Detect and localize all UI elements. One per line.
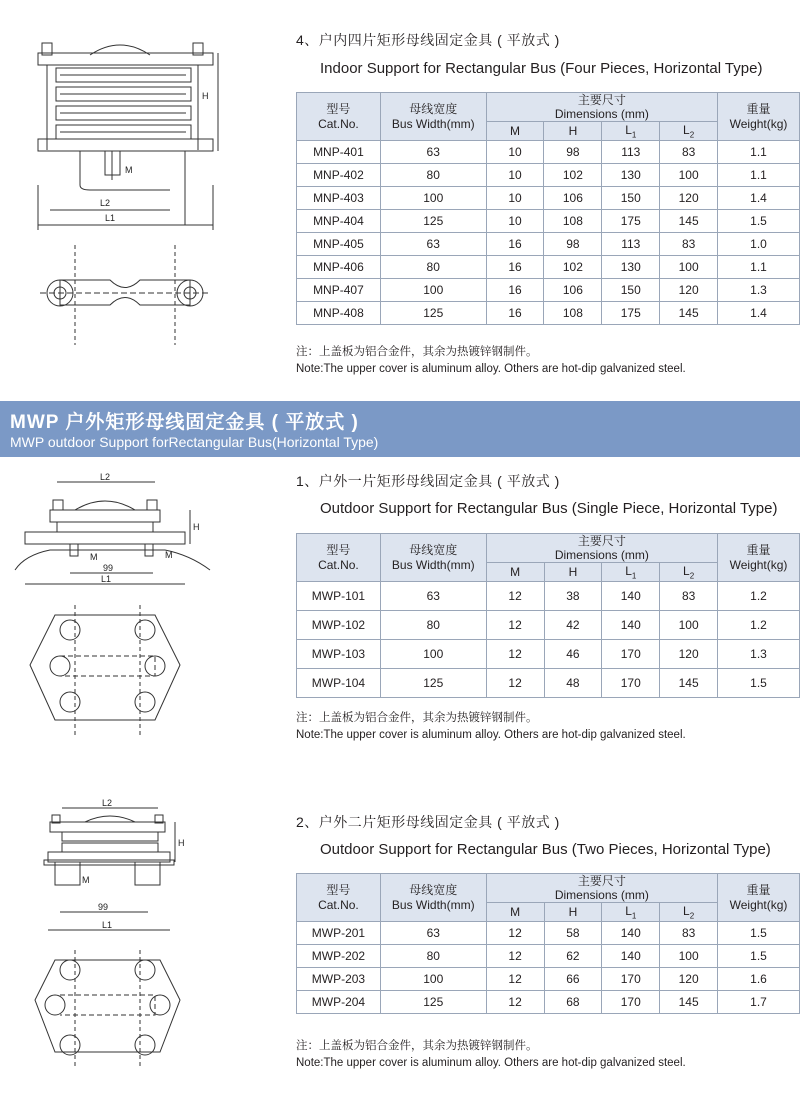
table-cell: 80 — [380, 256, 486, 279]
header-dim-en: Dimensions (mm) — [554, 107, 649, 121]
table-cell: 98 — [544, 233, 602, 256]
band-title-en: MWP outdoor Support forRectangular Bus(Horizontal Type) — [10, 434, 379, 450]
table-cell: 66 — [544, 968, 602, 991]
table-cell: MWP-104 — [297, 669, 381, 698]
table-cell: 125 — [380, 991, 486, 1014]
section1-title-en: Indoor Support for Rectangular Bus (Four Pieces, Horizontal Type) — [320, 60, 763, 77]
table-row — [297, 968, 800, 991]
table-cell: 12 — [486, 582, 544, 611]
table-cell: 80 — [380, 611, 486, 640]
header-dimensions — [486, 534, 717, 563]
table-cell: 170 — [602, 640, 660, 669]
table-cell: 38 — [544, 582, 602, 611]
table-cell: 100 — [380, 968, 486, 991]
band-title-cn: MWP 户外矩形母线固定金具 ( 平放式 ) — [10, 412, 359, 433]
section2-note-cn: 注：上盖板为铝合金件，其余为热镀锌钢制件。 — [296, 712, 538, 724]
section1-rows — [297, 141, 800, 325]
header-h: H — [544, 122, 602, 141]
table-cell: 145 — [660, 210, 718, 233]
table-row — [297, 640, 800, 669]
section3-note-en: Note:The upper cover is aluminum alloy. Others are hot-dip galvanized steel. — [296, 1057, 686, 1069]
table-cell: 102 — [544, 164, 602, 187]
table-cell: 1.5 — [718, 210, 800, 233]
table-cell: 1.0 — [718, 233, 800, 256]
table-cell: 108 — [544, 302, 602, 325]
dim-l2-1: L2 — [100, 198, 111, 208]
table-cell: 100 — [380, 187, 486, 210]
table-cell: 63 — [380, 233, 486, 256]
section1-drawing — [20, 35, 250, 355]
table-cell: 1.7 — [718, 991, 800, 1014]
header-m: M — [486, 563, 544, 582]
table-cell: 62 — [544, 945, 602, 968]
section1-title-cn: 4、户内四片矩形母线固定金具 ( 平放式 ) — [296, 32, 560, 48]
section3-note-cn: 注：上盖板为铝合金件，其余为热镀锌钢制件。 — [296, 1040, 538, 1052]
table-cell: 130 — [602, 256, 660, 279]
table-cell: 102 — [544, 256, 602, 279]
table-row — [297, 669, 800, 698]
header-weight-en: Weight(kg) — [729, 116, 788, 131]
header-bus-en: Bus Width(mm) — [391, 557, 475, 572]
bus-bar-single — [57, 522, 153, 532]
table-row — [297, 164, 800, 187]
dim-99-2: 99 — [103, 563, 114, 573]
table-cell: 145 — [660, 302, 718, 325]
section3-note — [296, 1038, 686, 1072]
section3-title-en: Outdoor Support for Rectangular Bus (Two Pieces, Horizontal Type) — [320, 841, 771, 858]
table-cell: 42 — [544, 611, 602, 640]
table-row — [297, 302, 800, 325]
table-cell: 1.1 — [718, 164, 800, 187]
table-cell: MWP-203 — [297, 968, 381, 991]
table-cell: 63 — [380, 141, 486, 164]
table-cell: 83 — [660, 582, 718, 611]
header-bus-cn: 母线宽度 — [409, 542, 458, 557]
header-model — [297, 534, 381, 582]
section2-title-en: Outdoor Support for Rectangular Bus (Single Piece, Horizontal Type) — [320, 500, 778, 517]
dim-l1-3: L1 — [102, 920, 113, 930]
header-dimensions — [486, 93, 717, 122]
table-row — [297, 187, 800, 210]
table-cell: MNP-406 — [297, 256, 381, 279]
section3-rows — [297, 922, 800, 1014]
header-l2: $L_2$ — [660, 122, 718, 141]
header-dimensions — [486, 874, 717, 903]
section2-note — [296, 710, 686, 744]
table-cell: 83 — [660, 922, 718, 945]
table-cell: MWP-201 — [297, 922, 381, 945]
table-cell: 125 — [380, 210, 486, 233]
table-row — [297, 991, 800, 1014]
table-cell: 12 — [486, 640, 544, 669]
header-weight — [718, 534, 800, 582]
header-weight-cn: 重量 — [746, 101, 771, 116]
table-cell: 1.5 — [718, 669, 800, 698]
section2-drawing — [5, 470, 235, 740]
section1-table — [296, 92, 800, 325]
header-weight-en: Weight(kg) — [729, 557, 788, 572]
table-cell: 12 — [486, 669, 544, 698]
table-cell: 100 — [660, 611, 718, 640]
table-row — [297, 279, 800, 302]
table-cell: 1.3 — [718, 640, 800, 669]
section-band — [0, 401, 800, 457]
table-cell: 80 — [380, 945, 486, 968]
table-cell: 1.3 — [718, 279, 800, 302]
table-cell: 12 — [486, 991, 544, 1014]
table-row — [297, 611, 800, 640]
table-cell: MWP-202 — [297, 945, 381, 968]
base-plate-outdoor-2 — [35, 960, 180, 1052]
dim-m-2b: M — [165, 550, 173, 560]
table-cell: 120 — [660, 187, 718, 210]
table-cell: 80 — [380, 164, 486, 187]
dim-h-1: H — [202, 91, 209, 101]
table-cell: 48 — [544, 669, 602, 698]
table-cell: 1.4 — [718, 187, 800, 210]
table-cell: MNP-405 — [297, 233, 381, 256]
table-cell: 1.4 — [718, 302, 800, 325]
table-cell: MWP-103 — [297, 640, 381, 669]
table-cell: 140 — [602, 582, 660, 611]
table-cell: 106 — [544, 279, 602, 302]
table-row — [297, 256, 800, 279]
table-cell: 46 — [544, 640, 602, 669]
table-row — [297, 233, 800, 256]
header-model-cn: 型号 — [326, 542, 351, 557]
header-bus-cn: 母线宽度 — [409, 101, 458, 116]
bus-bar-a — [62, 832, 158, 841]
table-cell: 125 — [380, 302, 486, 325]
table-row — [297, 945, 800, 968]
table-cell: 175 — [602, 302, 660, 325]
dim-h-3: H — [178, 838, 185, 848]
table-cell: 120 — [660, 279, 718, 302]
table-cell: MWP-102 — [297, 611, 381, 640]
bus-bar-b — [62, 843, 158, 852]
header-dim-cn: 主要尺寸 — [577, 874, 626, 888]
table-cell: MWP-204 — [297, 991, 381, 1014]
table-cell: 140 — [602, 945, 660, 968]
table-row — [297, 141, 800, 164]
table-cell: 83 — [660, 141, 718, 164]
table-cell: 100 — [380, 640, 486, 669]
header-h: H — [544, 563, 602, 582]
table-cell: 175 — [602, 210, 660, 233]
table-row — [297, 582, 800, 611]
table-cell: 100 — [660, 945, 718, 968]
header-bus-width — [380, 874, 486, 922]
header-weight — [718, 874, 800, 922]
table-cell: 10 — [486, 164, 544, 187]
header-h: H — [544, 903, 602, 922]
section1-note — [296, 344, 686, 378]
table-cell: 140 — [602, 611, 660, 640]
header-l1: $L_1$ — [602, 122, 660, 141]
table-cell: 125 — [380, 669, 486, 698]
header-model-en: Cat.No. — [318, 897, 359, 912]
table-cell: MNP-403 — [297, 187, 381, 210]
table-cell: MNP-404 — [297, 210, 381, 233]
table-cell: 98 — [544, 141, 602, 164]
header-model-cn: 型号 — [326, 101, 351, 116]
table-cell: 1.5 — [718, 922, 800, 945]
dim-m-3: M — [82, 875, 90, 885]
table-cell: 63 — [380, 922, 486, 945]
table-cell: 1.6 — [718, 968, 800, 991]
section2-title-cn: 1、户外一片矩形母线固定金具 ( 平放式 ) — [296, 473, 560, 489]
table-cell: 58 — [544, 922, 602, 945]
table-cell: 1.1 — [718, 141, 800, 164]
table-cell: MNP-407 — [297, 279, 381, 302]
dim-m-2a: M — [90, 552, 98, 562]
header-model-en: Cat.No. — [318, 116, 359, 131]
table-cell: 145 — [660, 991, 718, 1014]
section1-note-cn: 注：上盖板为铝合金件，其余为热镀锌钢制件。 — [296, 346, 538, 358]
table-cell: 12 — [486, 611, 544, 640]
dim-l2-3: L2 — [102, 798, 113, 808]
table-cell: MNP-402 — [297, 164, 381, 187]
dim-99-3: 99 — [98, 902, 109, 912]
table-cell: 108 — [544, 210, 602, 233]
header-weight — [718, 93, 800, 141]
header-model-cn: 型号 — [326, 882, 351, 897]
header-model — [297, 874, 381, 922]
header-weight-cn: 重量 — [746, 542, 771, 557]
table-cell: MNP-401 — [297, 141, 381, 164]
header-bus-en: Bus Width(mm) — [391, 116, 475, 131]
header-weight-en: Weight(kg) — [729, 897, 788, 912]
header-bus-en: Bus Width(mm) — [391, 897, 475, 912]
header-l1: $L_1$ — [602, 563, 660, 582]
header-weight-cn: 重量 — [746, 882, 771, 897]
table-cell: 16 — [486, 233, 544, 256]
table-cell: 10 — [486, 187, 544, 210]
table-cell: 140 — [602, 922, 660, 945]
cover-dome-2 — [75, 501, 135, 510]
dim-l1-2: L1 — [101, 574, 112, 584]
table-cell: 16 — [486, 302, 544, 325]
table-cell: 10 — [486, 141, 544, 164]
section2-rows — [297, 582, 800, 698]
header-dim-en: Dimensions (mm) — [554, 888, 649, 902]
table-cell: MWP-101 — [297, 582, 381, 611]
table-cell: 63 — [380, 582, 486, 611]
header-m: M — [486, 903, 544, 922]
table-cell: 100 — [660, 164, 718, 187]
table-cell: 113 — [602, 141, 660, 164]
header-l1: $L_1$ — [602, 903, 660, 922]
dim-m-1: M — [125, 165, 133, 175]
table-cell: 170 — [602, 968, 660, 991]
table-cell: 100 — [380, 279, 486, 302]
table-row — [297, 210, 800, 233]
table-cell: 10 — [486, 210, 544, 233]
table-cell: 1.2 — [718, 611, 800, 640]
header-m: M — [486, 122, 544, 141]
table-cell: 1.2 — [718, 582, 800, 611]
table-cell: 68 — [544, 991, 602, 1014]
table-cell: 145 — [660, 669, 718, 698]
table-cell: 120 — [660, 968, 718, 991]
table-cell: 16 — [486, 256, 544, 279]
table-cell: 170 — [602, 669, 660, 698]
header-model — [297, 93, 381, 141]
table-cell: 12 — [486, 922, 544, 945]
section3-table — [296, 873, 800, 1014]
header-dim-en: Dimensions (mm) — [554, 548, 649, 562]
header-bus-width — [380, 93, 486, 141]
section2-note-en: Note:The upper cover is aluminum alloy. Others are hot-dip galvanized steel. — [296, 729, 686, 741]
header-l2: $L_2$ — [660, 563, 718, 582]
header-dim-cn: 主要尺寸 — [577, 93, 626, 107]
header-bus-cn: 母线宽度 — [409, 882, 458, 897]
header-dim-cn: 主要尺寸 — [577, 534, 626, 548]
table-cell: 150 — [602, 279, 660, 302]
table-cell: 113 — [602, 233, 660, 256]
table-cell: 150 — [602, 187, 660, 210]
table-cell: 1.5 — [718, 945, 800, 968]
header-l2: $L_2$ — [660, 903, 718, 922]
section1-note-en: Note:The upper cover is aluminum alloy. Others are hot-dip galvanized steel. — [296, 363, 686, 375]
table-cell: 120 — [660, 640, 718, 669]
header-bus-width — [380, 534, 486, 582]
table-cell: 170 — [602, 991, 660, 1014]
section2-table — [296, 533, 800, 698]
table-cell: 12 — [486, 945, 544, 968]
header-model-en: Cat.No. — [318, 557, 359, 572]
table-cell: MNP-408 — [297, 302, 381, 325]
table-cell: 12 — [486, 968, 544, 991]
table-cell: 16 — [486, 279, 544, 302]
section3-title-cn: 2、户外二片矩形母线固定金具 ( 平放式 ) — [296, 814, 560, 830]
dim-h-2: H — [193, 522, 200, 532]
dim-l2-2: L2 — [100, 472, 111, 482]
table-cell: 106 — [544, 187, 602, 210]
table-cell: 1.1 — [718, 256, 800, 279]
dim-l1-1: L1 — [105, 213, 116, 223]
table-row — [297, 922, 800, 945]
section3-drawing — [30, 790, 230, 1070]
cover-dome-3 — [85, 816, 135, 822]
cover-plate — [38, 53, 213, 65]
table-cell: 100 — [660, 256, 718, 279]
table-cell: 83 — [660, 233, 718, 256]
table-cell: 130 — [602, 164, 660, 187]
base-plate-outdoor — [30, 615, 180, 720]
